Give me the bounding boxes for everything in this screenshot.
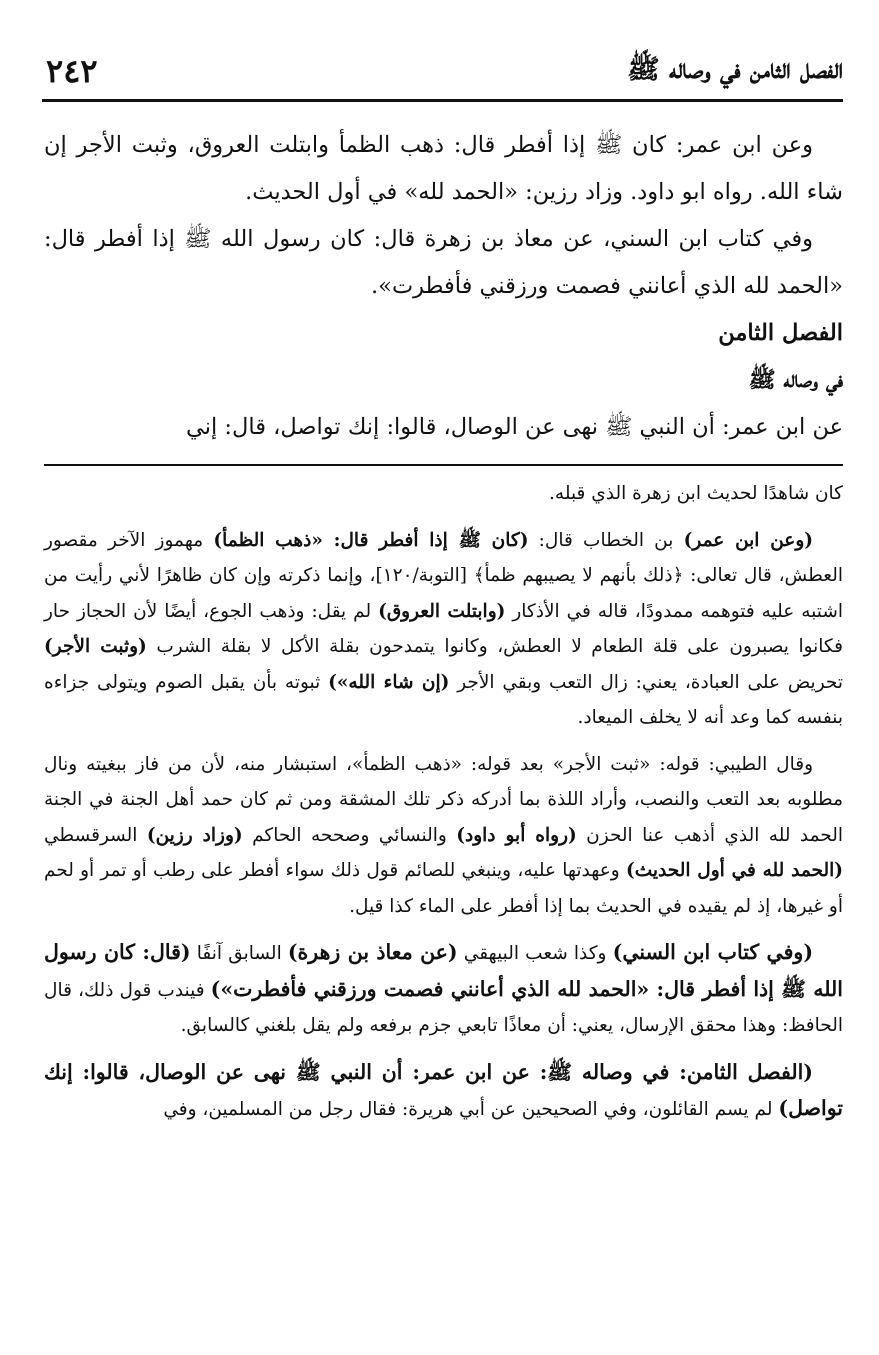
running-title: الفصل الثامن في وصاله ﷺ [627,54,843,85]
lemma: (الفصل الثامن: في وصاله ﷺ: عن ابن عمر: أن النبي ﷺ نهى عن الوصال، قالوا: إنك تواصل) [44,1059,843,1120]
hadith-paragraph-3: عن ابن عمر: أن النبي ﷺ نهى عن الوصال، قالوا: إنك تواصل، قال: إني [186,414,843,440]
commentary-text: وقال الطيبي: قوله: «ثبت الأجر» بعد قوله: «ذهب الظمأ»، استبشار منه، لأن من فاز ببغيته ونال مطلوبه بعد التعب والنصب، وأراد اللذة بما أدركه ذكر تلك المشقة ومن ثم كان حمد أهل الجنة في الجنة الحمد لله الذي أذهب عنا الحزن [44,753,844,846]
commentary-text: ثبوته بأن يقبل الصوم ويتولى جزاءه بنفسه كما وعد أنه لا يخلف الميعاد. [44,671,843,728]
footnote-separator [44,464,843,466]
chapter-title: الفصل الثامن [718,320,843,346]
commentary-text: السابق آنفًا [190,943,288,964]
chapter-subtitle: في وصاله ﷺ [748,367,843,393]
commentary-text: لم يقل: وذهب الجوع، أيضًا لأن الحجاز حار فكانوا يصبرون على قلة الطعام لا العطش، وكانوا يتمدحون بقلة الأكل لا بقلة الشرب [44,600,843,657]
lemma: (وزاد رزين) [146,824,243,846]
header-rule [42,99,843,102]
commentary-line-0: كان شاهدًا لحديث ابن زهرة الذي قبله. [549,483,843,504]
commentary-text: السرقسطي [44,824,147,846]
lemma: (وثبت الأجر) [44,636,147,657]
lemma: (الحمد لله في أول الحديث) [625,860,843,881]
lemma: (عن معاذ بن زهرة) [287,940,458,964]
lemma: (وعن ابن عمر) [683,529,814,551]
commentary-paragraph-3 [44,935,843,1044]
lemma: (وفي كتاب ابن السني) [612,940,814,964]
lemma: (قال: كان رسول الله ﷺ إذا أفطر قال: «الحمد لله الذي أعانني فصمت ورزقني فأفطرت») [44,940,843,1001]
lemma: (رواه أبو داود) [456,824,577,846]
commentary-paragraph-1 [44,523,843,736]
lemma: (كان ﷺ إذا أفطر قال: «ذهب الظمأ) [213,529,529,551]
lemma: (إن شاء الله») [328,671,450,693]
page-header [44,0,843,94]
commentary-text: بن الخطاب قال: [528,529,684,551]
commentary-text: وعهدتها عليه، وينبغي للصائم قول ذلك سواء أفطر على رطب أو تمر أو لحم أو غيرها، إذ لم يقيده في الحديث بما إذا أفطر على الماء كذا قيل. [44,860,843,917]
commentary-text: لم يسم القائلون، وفي الصحيحين عن أبي هريرة: فقال رجل من المسلمين، وفي [163,1099,779,1120]
commentary-text: مهموز الآخر مقصور العطش، قال تعالى: ﴿ذلك بأنهم لا يصيبهم ظمأ﴾ [التوبة/١٢٠]، وإنما ذكرته وإن كان ظاهرًا لأني رأيت من اشتبه عليه فتوهمه ممدودًا، قاله في الأذكار [44,529,844,622]
commentary [44,476,843,1128]
hadith-paragraph-1: وعن ابن عمر: كان ﷺ إذا أفطر قال: ذهب الظمأ وابتلت العروق، وثبت الأجر إن شاء الله. رواه ابو داود. وزاد رزين: «الحمد لله» في أول الحديث. [44,132,843,205]
main-text [44,122,843,451]
commentary-text: تحريض على العبادة، يعني: زال التعب وبقي الأجر [449,671,843,693]
commentary-paragraph-4 [44,1055,843,1128]
page-number: ٢٤٢ [46,52,98,90]
hadith-paragraph-2: وفي كتاب ابن السني، عن معاذ بن زهرة قال: كان رسول الله ﷺ إذا أفطر قال: «الحمد لله الذي أعانني فصمت ورزقني فأفطرت». [44,226,843,299]
commentary-text: فيندب قول ذلك، قال الحافظ: وهذا محقق الإرسال، يعني: أن معاذًا تابعي جزم برفعه ولم يقل بلغني كالسابق. [44,979,843,1036]
lemma: (وابتلت العروق) [378,600,506,622]
commentary-paragraph-2 [44,747,843,925]
commentary-text: وكذا شعب البيهقي [457,943,613,964]
commentary-text: والنسائي وصححه الحاكم [242,824,457,846]
